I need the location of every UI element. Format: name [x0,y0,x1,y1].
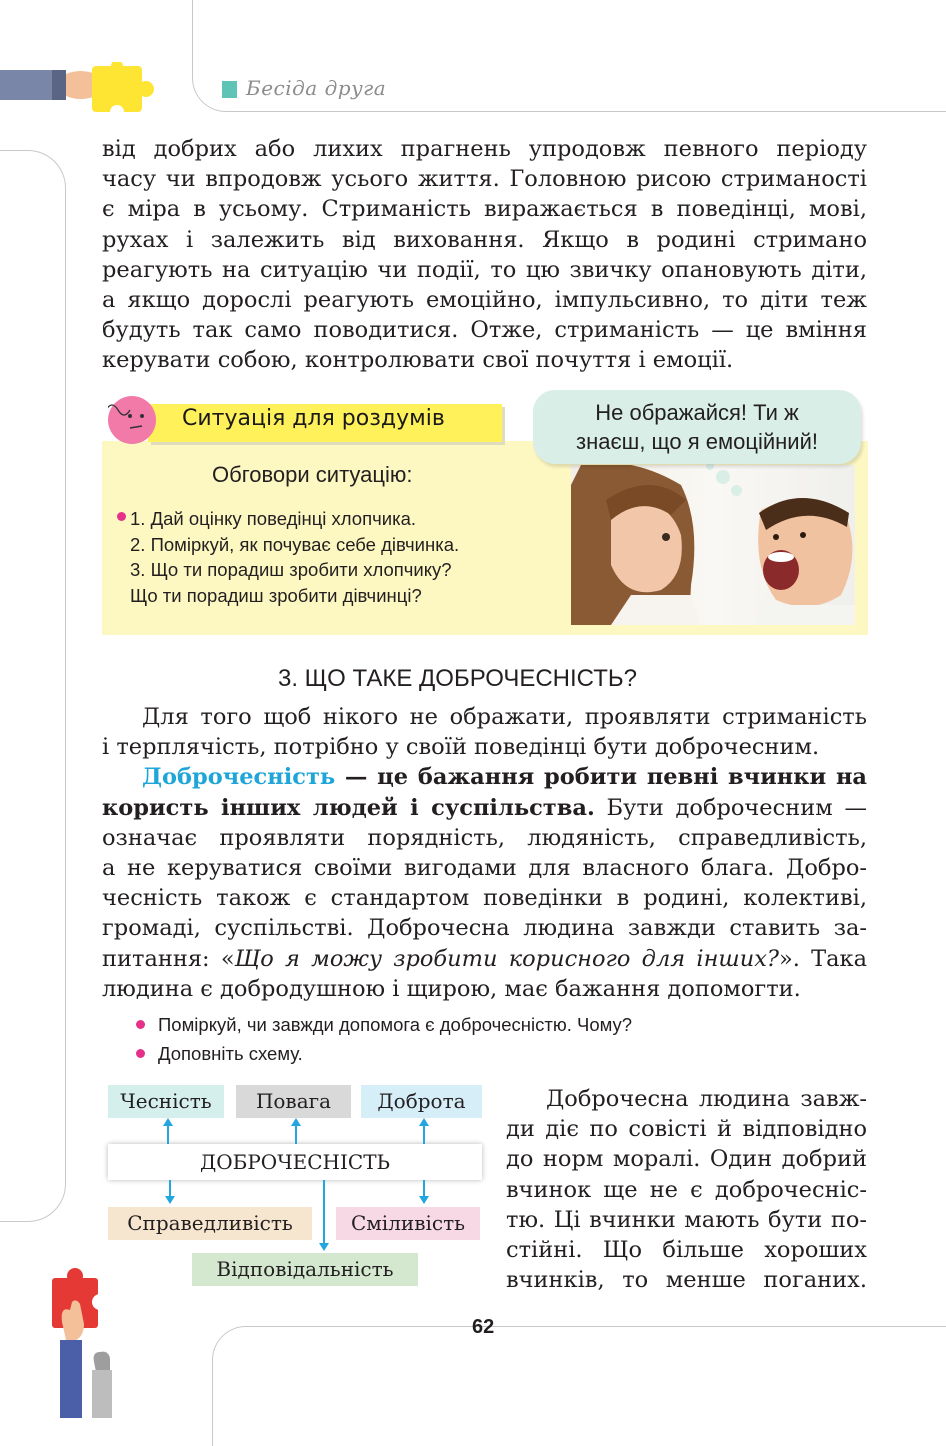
text-fragment: питання: « [102,945,235,972]
page-frame-bottom [212,1326,946,1446]
side-paragraph [506,1084,867,1295]
intro-paragraph [102,134,867,376]
speech-bubble-line: знаєш, що я емоційний! [575,429,818,454]
scheme-box-povaha: Повага [236,1085,351,1118]
page-frame-left [0,150,66,1222]
bullet-dot [136,1020,145,1029]
section-paragraph [102,702,867,1004]
scheme-box-spravedlyvist: Справедливість [108,1207,312,1240]
thought-dot [731,485,742,496]
scheme-arrowhead [419,1196,429,1204]
scheme-box-vidpovidalnist: Відповідальність [192,1253,418,1286]
text-line: від добрих або лихих прагнень упродовж певного періоду [102,136,867,162]
text-line: а якщо дорослі реагують емоційно, імпульсивно, то діти теж [102,287,867,314]
text-line: чесність також є стандартом поведінки в родині, колективі, [102,885,867,912]
definition-text: — це бажання робити певні вчинки на [335,764,867,791]
text-line: часу чи впродовж усього життя. Головною рисою стриманості [102,166,867,193]
text-line: Для того щоб нікого не ображати, проявляти стриманість [142,704,867,730]
text-line: громаді, суспільстві. Доброчесна людина завжди ставить за- [102,915,867,942]
scheme-box-chesnist: Чесність [108,1085,224,1118]
situation-questions [130,506,459,608]
definition-term: Доброчесність [142,764,336,791]
list-item: 3. Що ти порадиш зробити хлопчику? [130,559,452,580]
scheme-arrowhead [165,1196,175,1204]
text-line: тю. Ці вчинки мають бути по- [506,1206,867,1233]
running-header: Бесіда друга [246,76,387,100]
scheme-arrow [423,1124,425,1144]
speech-bubble [533,390,861,464]
header-marker [222,81,237,98]
question-quote: Що я можу зробити корисного для інших? [234,945,779,972]
text-line: стійні. Що більше хороших [506,1237,867,1264]
text-line: керувати собою, контролювати свої почуття і емоції. [102,347,734,374]
thought-dot [716,470,730,484]
puzzle-hand-icon [0,62,160,118]
bullet-dot [136,1049,145,1058]
list-item: 2. Поміркуй, як почуває себе дівчинка. [130,533,460,555]
scheme-arrowhead [319,1243,329,1251]
question-line [102,944,867,974]
text-line: Доброчесна людина завж- [546,1086,867,1112]
text-line: є міра в усьому. Стриманість виражається в поведінці, мові, [102,196,867,223]
scheme-box-smilyvist: Сміливість [336,1207,480,1240]
raised-hands-icon [48,1266,128,1418]
list-item: 1. Дай оцінку поведінці хлопчика. [130,508,417,529]
scheme-arrowhead [291,1118,301,1126]
text-line: а не керуватися своїми вигодами для власного блага. Добро- [102,855,867,882]
speech-bubble-line: Не ображайся! Ти ж [595,400,799,425]
text-line: будуть так само поводитися. Отже, стриманість — це вміння [102,317,867,344]
text-line: до норм моралі. Один добрий [506,1146,867,1173]
situation-subtitle: Обговори ситуацію: [212,462,413,487]
text-line: означає проявляти порядність, людяність, справедливість, [102,824,867,851]
bullet-dot [117,512,126,521]
scheme-box-dobrota: Доброта [361,1085,482,1118]
situation-title: Ситуація для роздумів [182,406,445,431]
task-item: Доповніть схему. [158,1043,303,1064]
scheme-arrowhead [163,1118,173,1126]
children-photo [571,465,855,625]
scheme-center-box: ДОБРОЧЕСНІСТЬ [108,1144,482,1180]
text-line: рухах і залежить від виховання. Якщо в родині стримано [102,226,867,253]
scheme-arrow [167,1124,169,1144]
section-heading: 3. ЩО ТАКЕ ДОБРОЧЕСНІСТЬ? [278,665,637,692]
text-line: вчинків, то менше поганих. [506,1267,867,1294]
task-item: Поміркуй, чи завжди допомога є доброчесністю. Чому? [158,1014,633,1035]
scheme-arrow [295,1124,297,1144]
text-fragment: ». Така [778,945,868,972]
scheme-arrowhead [419,1118,429,1126]
thinking-face-icon [108,396,156,444]
scheme-arrow [323,1180,325,1244]
page-number: 62 [472,1316,495,1338]
text-line: людина є добродушною і щирою, має бажання допомогти. [102,975,801,1002]
text-fragment: Бути доброчесним — [594,794,867,821]
text-line: ди діє по совісті й відповідно [506,1116,867,1143]
definition-line [102,762,867,792]
text-line: і терплячість, потрібно у своїй поведінці бути доброчесним. [102,734,820,761]
definition-text: користь інших людей і суспільства. [102,794,595,821]
text-line: вчинок ще не є доброчесніс- [506,1176,867,1203]
definition-line [102,793,867,823]
list-item: Що ти порадиш зробити дівчинці? [130,584,422,606]
text-line: реагують на ситуацію чи події, то цю звичку опановують діти, [102,256,867,283]
